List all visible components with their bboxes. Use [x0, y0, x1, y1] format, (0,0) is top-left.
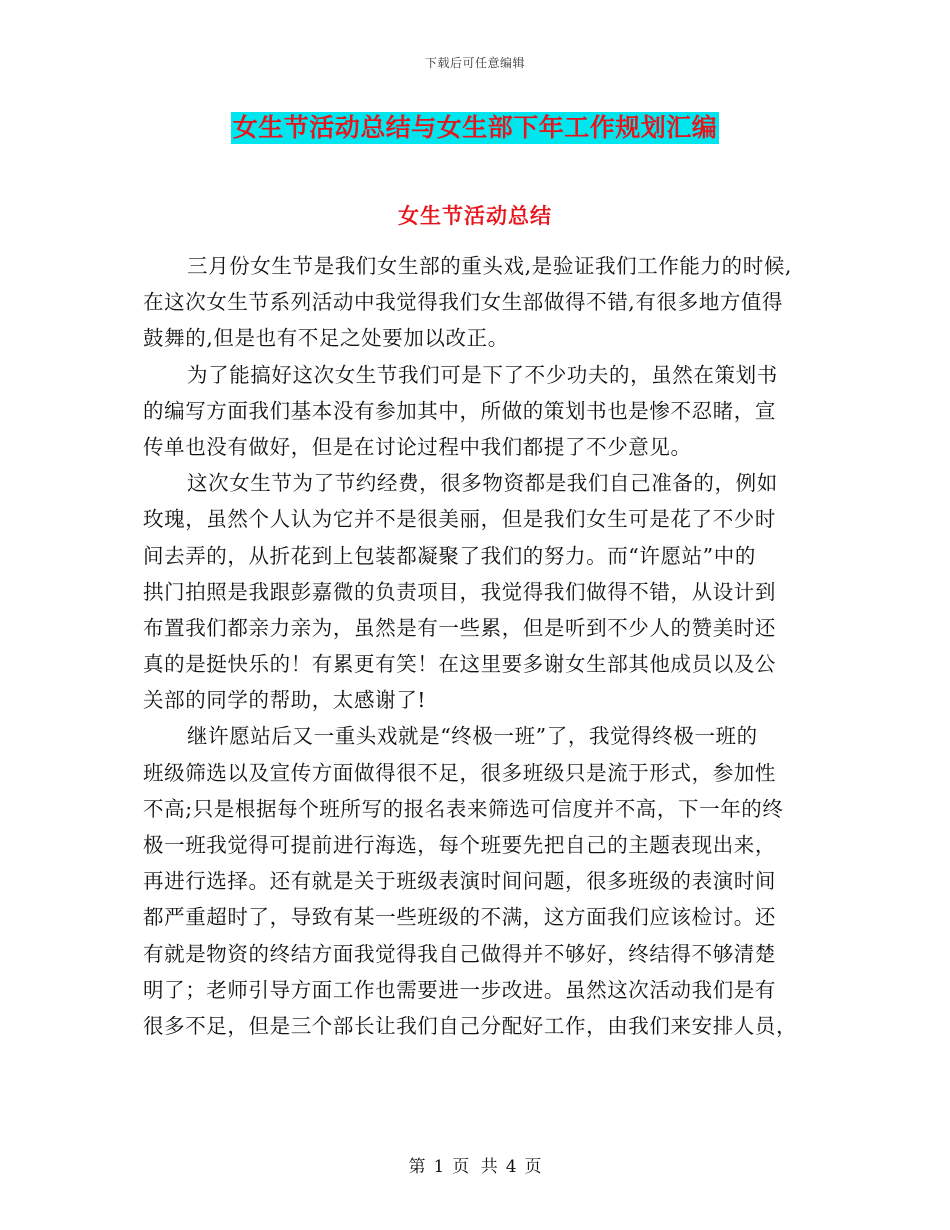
text-line: 布置我们都亲力亲为，虽然是有一些累，但是听到不少人的赞美时还	[143, 615, 776, 640]
text-line: 明了；老师引导方面工作也需要进一步改进。虽然这次活动我们是有	[143, 977, 776, 1002]
text-line: 极一班我觉得可提前进行海选，每个班要先把自己的主题表现出来，	[143, 833, 776, 857]
text-line: 为了能搞好这次女生节我们可是下了不少功夫的，虽然在策划书	[187, 362, 778, 387]
text-line: 三月份女生节是我们女生部的重头戏,是验证我们工作能力的时候,	[187, 254, 793, 278]
main-title: 女生节活动总结与女生部下年工作规划汇编	[232, 113, 718, 142]
footer-prefix: 第	[408, 1157, 426, 1177]
header-note: 下载后可任意编辑	[424, 56, 525, 70]
text-line: 在这次女生节系列活动中我觉得我们女生部做得不错,有很多地方值得	[143, 290, 784, 315]
main-title-container	[0, 112, 950, 144]
footer-total-pages: 4	[505, 1157, 517, 1177]
text-line: 拱门拍照是我跟彭嘉微的负责项目，我觉得我们做得不错，从设计到	[143, 579, 776, 604]
footer-middle: 页 共	[452, 1157, 498, 1177]
text-line: 继许愿站后又一重头戏就是“终极一班”了，我觉得终极一班的	[187, 724, 758, 749]
footer-suffix: 页	[524, 1157, 542, 1177]
text-line: 真的是挺快乐的！有累更有笑！在这里要多谢女生部其他成员以及公	[143, 652, 776, 677]
text-line: 玫瑰，虽然个人认为它并不是很美丽，但是我们女生可是花了不少时	[143, 507, 776, 532]
text-line: 间去弄的，从折花到上包装都凝聚了我们的努力。而“许愿站”中的	[143, 543, 756, 568]
body-text	[143, 248, 811, 1044]
text-line: 鼓舞的,但是也有不足之处要加以改正。	[143, 326, 509, 351]
text-line: 关部的同学的帮助，太感谢了!	[143, 688, 427, 713]
section-title: 女生节活动总结	[398, 203, 552, 228]
text-line: 有就是物资的终结方面我觉得我自己做得并不够好，终结得不够清楚	[143, 941, 776, 966]
text-line: 不高;只是根据每个班所写的报名表来筛选可信度并不高，下一年的终	[143, 796, 784, 821]
text-line: 的编写方面我们基本没有参加其中，所做的策划书也是惨不忍睹，宣	[143, 398, 776, 423]
page-footer	[0, 1152, 950, 1177]
text-line: 这次女生节为了节约经费，很多物资都是我们自己准备的，例如	[187, 471, 778, 496]
text-line: 很多不足，但是三个部长让我们自己分配好工作，由我们来安排人员，	[143, 1013, 798, 1038]
text-line: 都严重超时了，导致有某一些班级的不满，这方面我们应该检讨。还	[143, 905, 776, 930]
text-line: 传单也没有做好，但是在讨论过程中我们都提了不少意见。	[143, 434, 692, 459]
text-line: 班级筛选以及宣传方面做得很不足，很多班级只是流于形式，参加性	[143, 760, 776, 785]
footer-page-number: 1	[433, 1157, 445, 1177]
text-line: 再进行选择。还有就是关于班级表演时间问题，很多班级的表演时间	[143, 869, 776, 894]
